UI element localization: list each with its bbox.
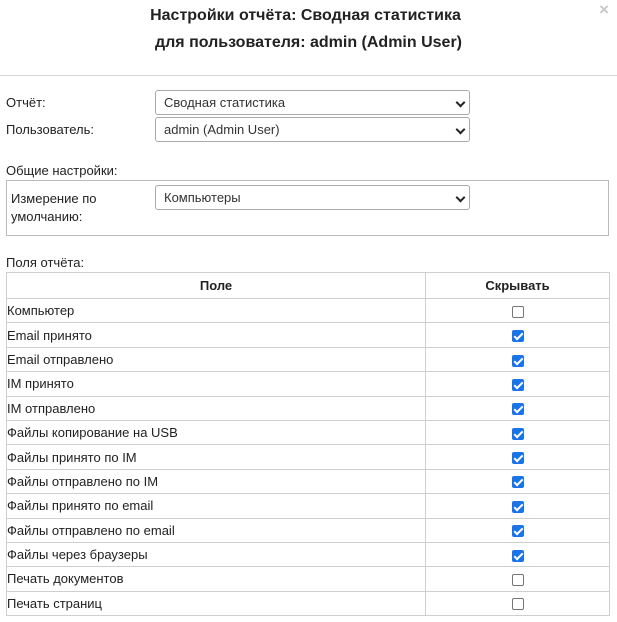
hide-checkbox[interactable] (512, 403, 524, 415)
table-row (7, 591, 610, 615)
field-name: IM отправлено (7, 396, 426, 420)
hide-checkbox[interactable] (512, 476, 524, 488)
hide-cell (426, 396, 610, 420)
table-row (7, 347, 610, 371)
table-row (7, 542, 610, 566)
column-header-field: Поле (7, 273, 426, 299)
dialog-header (0, 0, 617, 76)
hide-cell (426, 323, 610, 347)
chevron-down-icon (456, 98, 466, 108)
table-row (7, 469, 610, 493)
hide-checkbox[interactable] (512, 355, 524, 367)
general-settings-label: Общие настройки: (6, 163, 118, 178)
hide-checkbox[interactable] (512, 598, 524, 610)
user-label: Пользователь: (6, 122, 94, 137)
table-row (7, 299, 610, 323)
hide-cell (426, 445, 610, 469)
report-select-value: Сводная статистика (164, 95, 286, 110)
hide-checkbox[interactable] (512, 452, 524, 464)
field-name: Компьютер (7, 299, 426, 323)
field-name: IM принято (7, 372, 426, 396)
field-name: Файлы отправлено по IM (7, 469, 426, 493)
report-select[interactable] (155, 90, 470, 115)
dialog-title-line2: для пользователя: admin (Admin User) (154, 34, 462, 51)
dimension-select-value: Компьютеры (164, 190, 241, 205)
hide-cell (426, 420, 610, 444)
user-select[interactable] (155, 117, 470, 142)
table-row (7, 567, 610, 591)
dimension-label: Измерение по умолчанию: (11, 191, 97, 224)
hide-checkbox[interactable] (512, 550, 524, 562)
dialog-title-line1: Настройки отчёта: Сводная статистика (150, 7, 461, 24)
table-row (7, 518, 610, 542)
dimension-select[interactable] (155, 185, 470, 210)
hide-checkbox[interactable] (512, 306, 524, 318)
hide-checkbox[interactable] (512, 574, 524, 586)
field-name: Печать документов (7, 567, 426, 591)
hide-cell (426, 518, 610, 542)
hide-cell (426, 494, 610, 518)
hide-cell (426, 469, 610, 493)
hide-cell (426, 567, 610, 591)
hide-checkbox[interactable] (512, 428, 524, 440)
table-row (7, 420, 610, 444)
report-fields-table (6, 272, 610, 616)
hide-checkbox[interactable] (512, 501, 524, 513)
close-icon[interactable]: × (599, 0, 609, 19)
table-row (7, 494, 610, 518)
table-row (7, 323, 610, 347)
chevron-down-icon (456, 193, 466, 203)
field-name: Печать страниц (7, 591, 426, 615)
report-fields-label: Поля отчёта: (6, 255, 85, 270)
field-name: Файлы копирование на USB (7, 420, 426, 444)
hide-checkbox[interactable] (512, 379, 524, 391)
user-select-value: admin (Admin User) (164, 122, 280, 137)
field-name: Файлы принято по IM (7, 445, 426, 469)
report-label: Отчёт: (6, 95, 46, 110)
table-header-row (7, 273, 610, 299)
field-name: Файлы принято по email (7, 494, 426, 518)
hide-cell (426, 299, 610, 323)
hide-checkbox[interactable] (512, 525, 524, 537)
table-row (7, 372, 610, 396)
hide-checkbox[interactable] (512, 330, 524, 342)
field-name: Email принято (7, 323, 426, 347)
field-name: Файлы отправлено по email (7, 518, 426, 542)
hide-cell (426, 542, 610, 566)
chevron-down-icon (456, 125, 466, 135)
field-name: Файлы через браузеры (7, 542, 426, 566)
hide-cell (426, 372, 610, 396)
table-row (7, 396, 610, 420)
hide-cell (426, 591, 610, 615)
field-name: Email отправлено (7, 347, 426, 371)
table-row (7, 445, 610, 469)
hide-cell (426, 347, 610, 371)
column-header-hide: Скрывать (426, 273, 610, 299)
